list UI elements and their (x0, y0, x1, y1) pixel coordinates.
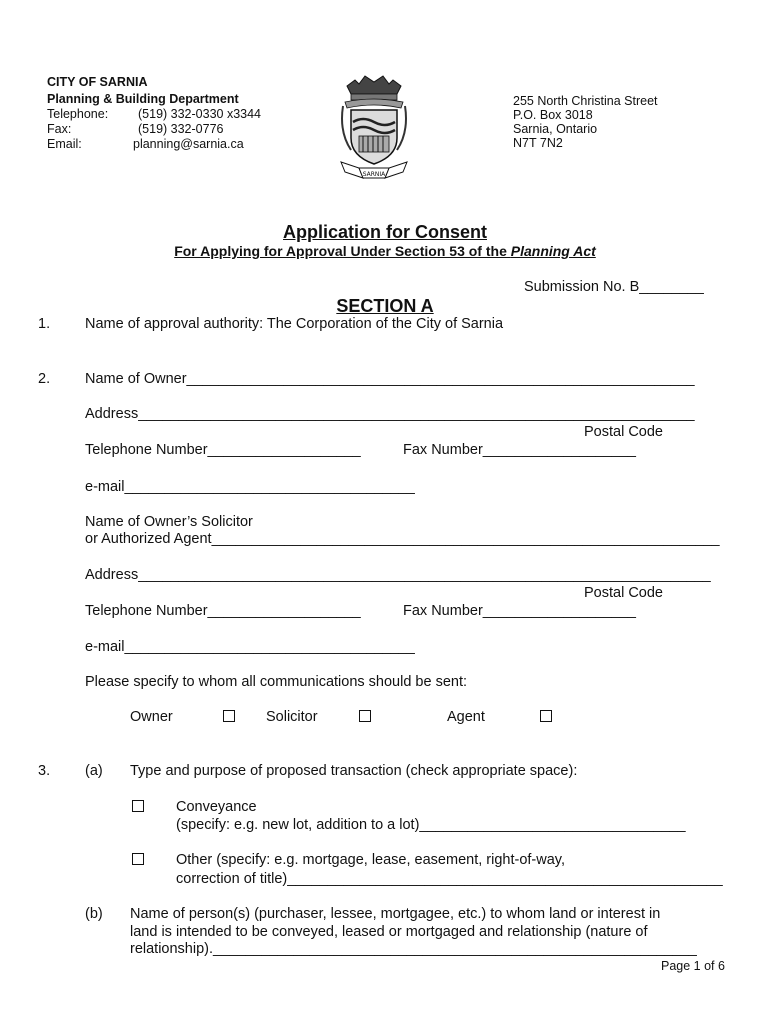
solicitor-postal-code-label: Postal Code (584, 585, 663, 601)
address-postal: N7T 7N2 (513, 136, 563, 150)
communications-prompt: Please specify to whom all communications should be sent: (85, 674, 468, 690)
conveyance-specify-field[interactable]: (specify: e.g. new lot, addition to a lot)_________________________________ (176, 817, 686, 833)
solicitor-checkbox[interactable] (359, 710, 371, 722)
other-checkbox[interactable] (132, 853, 144, 865)
solicitor-address-field[interactable]: Address_______________________________________________________________________ (85, 567, 711, 583)
solicitor-label: Name of Owner’s Solicitor (85, 514, 253, 530)
owner-fax-field[interactable]: Fax Number___________________ (403, 442, 636, 458)
approval-authority-text: Name of approval authority: The Corporation of the City of Sarnia (85, 316, 504, 332)
solicitor-name-field[interactable]: or Authorized Agent_______________________________________________________________ (85, 531, 720, 547)
submission-number-field[interactable]: Submission No. B________ (524, 279, 704, 295)
q3a-label: (a) (85, 763, 103, 779)
city-crest-icon (337, 72, 411, 184)
q3b-label: (b) (85, 906, 103, 922)
conveyee-relationship-field[interactable]: relationship).____________________________________________________________ (130, 941, 697, 957)
telephone-label: Telephone: (47, 107, 109, 121)
address-city: Sarnia, Ontario (513, 122, 598, 136)
telephone-value: (519) 332-0330 x3344 (138, 107, 262, 121)
option-agent-label: Agent (447, 709, 485, 725)
q3-number: 3. (38, 763, 51, 779)
org-name: CITY OF SARNIA (47, 75, 148, 89)
owner-email-field[interactable]: e-mail____________________________________ (85, 479, 415, 495)
conveyance-label: Conveyance (176, 799, 257, 815)
option-owner-label: Owner (130, 709, 173, 725)
crest-lettering: SARNIA (362, 171, 386, 178)
option-solicitor-label: Solicitor (266, 709, 318, 725)
address-street: 255 North Christina Street (513, 94, 658, 108)
solicitor-telephone-field[interactable]: Telephone Number___________________ (85, 603, 361, 619)
other-specify-field[interactable]: correction of title)______________________________________________________ (176, 871, 723, 887)
conveyee-prompt-line-1: Name of person(s) (purchaser, lessee, mortgagee, etc.) to whom land or interest in (130, 906, 661, 922)
agent-checkbox[interactable] (540, 710, 552, 722)
address-po-box: P.O. Box 3018 (513, 108, 593, 122)
q1-number: 1. (38, 316, 51, 332)
document-subtitle (0, 243, 770, 259)
conveyee-prompt-line-2: land is intended to be conveyed, leased or mortgaged and relationship (nature of (130, 924, 648, 940)
page-number: Page 1 of 6 (661, 959, 725, 973)
q2-number: 2. (38, 371, 51, 387)
department-name: Planning & Building Department (47, 92, 239, 106)
document-title: Application for Consent (283, 222, 487, 242)
subtitle-act: Planning Act (510, 243, 596, 259)
transaction-type-prompt: Type and purpose of proposed transaction (check appropriate space): (130, 763, 578, 779)
section-heading: SECTION A (336, 296, 434, 316)
owner-address-field[interactable]: Address_____________________________________________________________________ (85, 406, 695, 422)
owner-telephone-field[interactable]: Telephone Number___________________ (85, 442, 361, 458)
owner-name-field[interactable]: Name of Owner_______________________________________________________________ (85, 371, 695, 387)
owner-postal-code-label: Postal Code (584, 424, 663, 440)
solicitor-email-field[interactable]: e-mail____________________________________ (85, 639, 415, 655)
fax-value: (519) 332-0776 (138, 122, 224, 136)
email-value: planning@sarnia.ca (133, 137, 244, 151)
email-label: Email: (47, 137, 82, 151)
other-label: Other (specify: e.g. mortgage, lease, easement, right-of-way, (176, 852, 565, 868)
subtitle-text: For Applying for Approval Under Section 53 of the (174, 243, 511, 259)
owner-checkbox[interactable] (223, 710, 235, 722)
fax-label: Fax: (47, 122, 72, 136)
solicitor-fax-field[interactable]: Fax Number___________________ (403, 603, 636, 619)
conveyance-checkbox[interactable] (132, 800, 144, 812)
